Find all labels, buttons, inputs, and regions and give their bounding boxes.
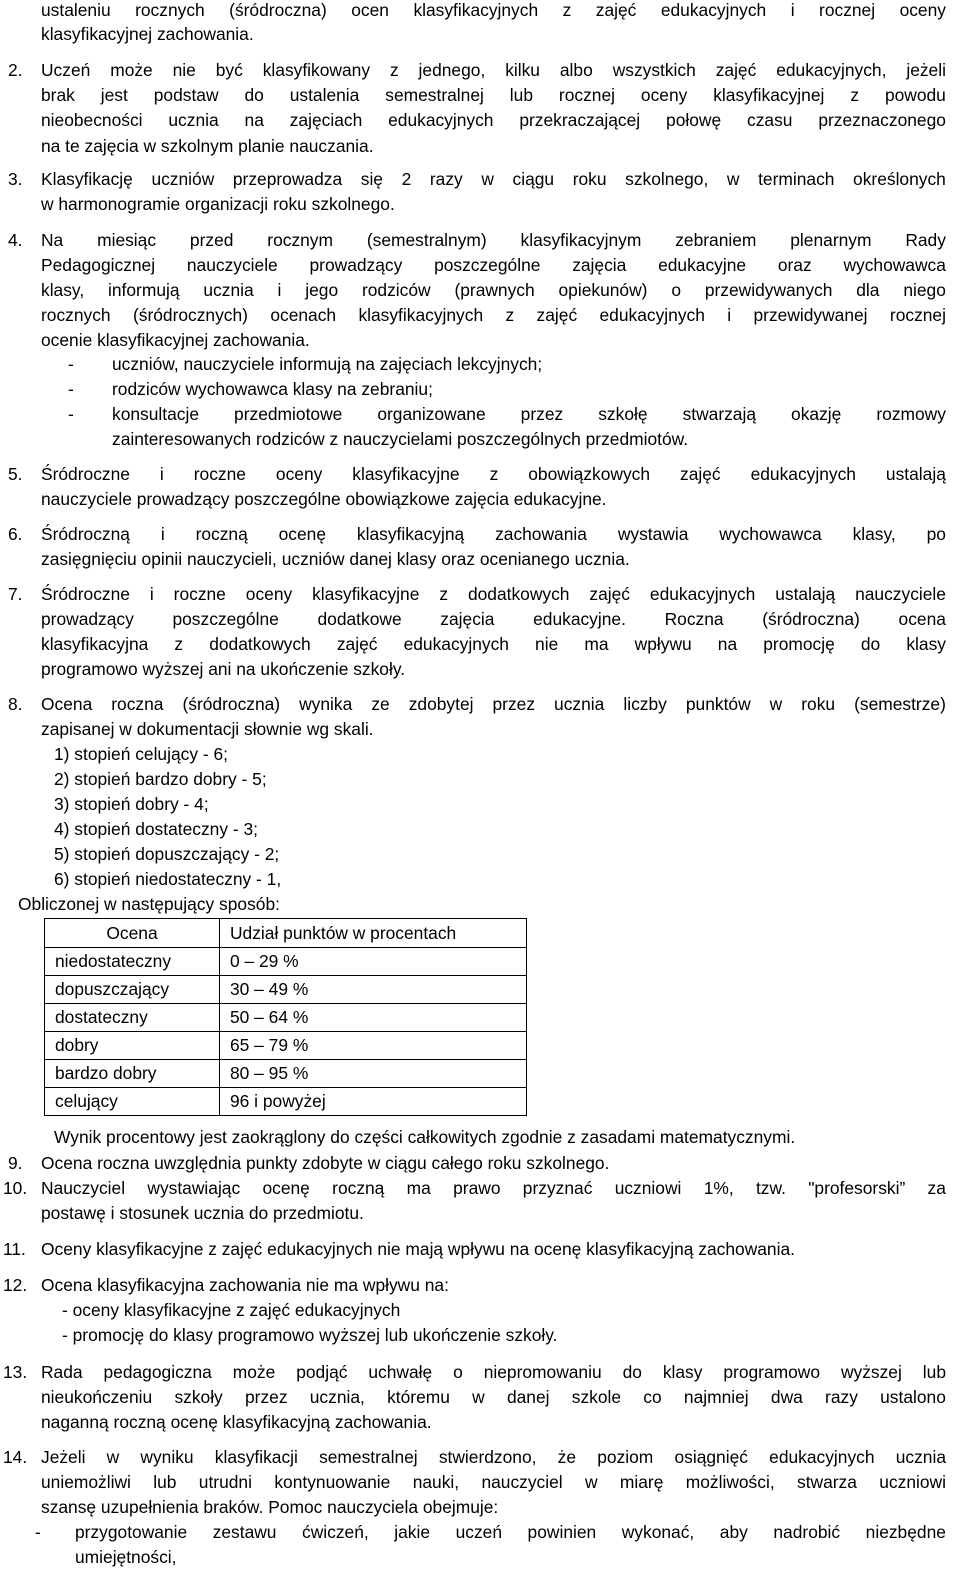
scale-item: 6) stopień niedostateczny - 1, <box>54 869 282 889</box>
text-line: Klasyfikację uczniów przeprowadza się 2 razy w ciągu roku szkolnego, w terminach określonych <box>41 169 946 189</box>
text-line: uniemożliwi lub utrudni kontynuowanie nauki, nauczyciel w miarę możliwości, stwarza uczniowi <box>41 1472 946 1492</box>
table-cell: dostateczny <box>45 1004 220 1032</box>
table-cell: 96 i powyżej <box>220 1088 527 1116</box>
text-line: szansę uzupełnienia braków. Pomoc nauczyciela obejmuje: <box>41 1497 499 1517</box>
text-line: na te zajęcia w szkolnym planie nauczania. <box>41 136 374 156</box>
dash-bullet: - <box>68 404 74 424</box>
text-line: uczniów, nauczyciele informują na zajęciach lekcyjnych; <box>112 354 543 374</box>
text-line: nieukończeniu szkoły przez ucznia, któremu w danej szkole co najmniej dwa razy ustalono <box>41 1387 946 1407</box>
table-cell: niedostateczny <box>45 948 220 976</box>
calc-label: Obliczonej w następujący sposób: <box>18 894 280 914</box>
text-line: ustaleniu rocznych (śródroczna) ocen klasyfikacyjnych z zajęć edukacyjnych i rocznej oceny <box>41 0 946 20</box>
text-line: ocenie klasyfikacyjnej zachowania. <box>41 330 310 350</box>
text-line: naganną roczną ocenę klasyfikacyjną zachowania. <box>41 1412 432 1432</box>
text-line: Rada pedagogiczna może podjąć uchwałę o niepromowaniu do klasy programowo wyższej lub <box>41 1362 946 1382</box>
text-line: Śródroczną i roczną ocenę klasyfikacyjną zachowania wystawia wychowawca klasy, po <box>41 524 946 544</box>
table-cell: bardzo dobry <box>45 1060 220 1088</box>
text-line: zainteresowanych rodziców z nauczycielami poszczególnych przedmiotów. <box>112 429 689 449</box>
table-cell: celujący <box>45 1088 220 1116</box>
text-line: rodziców wychowawca klasy na zebraniu; <box>112 379 433 399</box>
item-number: 10. <box>3 1178 28 1198</box>
text-line: klasyfikacyjnej zachowania. <box>41 24 254 44</box>
list-item: - promocję do klasy programowo wyższej lub ukończenie szkoły. <box>62 1325 558 1345</box>
table-row <box>45 1032 527 1060</box>
text-line: Śródroczne i roczne oceny klasyfikacyjne z obowiązkowych zajęć edukacyjnych ustalają <box>41 464 946 484</box>
text-line: klasy, informują ucznia i jego rodziców (prawnych opiekunów) o przewidywanych dla niego <box>41 280 946 300</box>
table-cell: 65 – 79 % <box>220 1032 527 1060</box>
table-cell: dopuszczający <box>45 976 220 1004</box>
text-line: postawę i stosunek ucznia do przedmiotu. <box>41 1203 364 1223</box>
text-line: umiejętności, <box>75 1547 177 1567</box>
grade-table <box>44 918 527 1116</box>
item-number: 13. <box>3 1362 28 1382</box>
text-line: Ocena roczna (śródroczna) wynika ze zdobytej przez ucznia liczby punktów w roku (semestrze) <box>41 694 946 714</box>
text-line: Ocena roczna uwzględnia punkty zdobyte w ciągu całego roku szkolnego. <box>41 1153 610 1173</box>
text-line: Ocena klasyfikacyjna zachowania nie ma wpływu na: <box>41 1275 449 1295</box>
dash-bullet: - <box>68 379 74 399</box>
item-number: 14. <box>3 1447 28 1467</box>
text-line: Śródroczne i roczne oceny klasyfikacyjne z dodatkowych zajęć edukacyjnych ustalają nauczyciele <box>41 584 946 604</box>
table-header-row <box>45 919 527 948</box>
scale-item: 5) stopień dopuszczający - 2; <box>54 844 280 864</box>
text-line: klasyfikacyjna z dodatkowych zajęć edukacyjnych nie ma wpływu na promocję do klasy <box>41 634 946 654</box>
table-cell: 80 – 95 % <box>220 1060 527 1088</box>
table-cell: 50 – 64 % <box>220 1004 527 1032</box>
text-line: Oceny klasyfikacyjne z zajęć edukacyjnych nie mają wpływu na ocenę klasyfikacyjną zachowania. <box>41 1239 795 1259</box>
list-item: - oceny klasyfikacyjne z zajęć edukacyjnych <box>62 1300 401 1320</box>
item-number: 7. <box>8 584 23 604</box>
text-line: Jeżeli w wyniku klasyfikacji semestralnej stwierdzono, że poziom osiągnięć edukacyjnych ucznia <box>41 1447 946 1467</box>
dash-bullet: - <box>35 1522 41 1542</box>
text-line: Na miesiąc przed rocznym (semestralnym) klasyfikacyjnym zebraniem plenarnym Rady <box>41 230 946 250</box>
text-line: Pedagogicznej nauczyciele prowadzący poszczególne zajęcia edukacyjne oraz wychowawca <box>41 255 946 275</box>
text-line: nieobecności ucznia na zajęciach edukacyjnych przekraczającej połowę czasu przeznaczonego <box>41 110 946 130</box>
scale-item: 1) stopień celujący - 6; <box>54 744 228 764</box>
text-line: Uczeń może nie być klasyfikowany z jednego, kilku albo wszystkich zajęć edukacyjnych, jeżeli <box>41 60 946 80</box>
text-line: nauczyciele prowadzący poszczególne obowiązkowe zajęcia edukacyjne. <box>41 489 607 509</box>
table-row <box>45 948 527 976</box>
table-cell: dobry <box>45 1032 220 1060</box>
text-line: prowadzący poszczególne dodatkowe zajęcia edukacyjne. Roczna (śródroczna) ocena <box>41 609 946 629</box>
table-row <box>45 976 527 1004</box>
item-number: 2. <box>8 60 23 80</box>
table-header-cell: Ocena <box>45 919 220 948</box>
item-number: 8. <box>8 694 23 714</box>
scale-item: 4) stopień dostateczny - 3; <box>54 819 258 839</box>
text-line: programowo wyższej ani na ukończenie szkoły. <box>41 659 406 679</box>
table-header-cell: Udział punktów w procentach <box>220 919 527 948</box>
dash-bullet: - <box>68 354 74 374</box>
table-cell: 30 – 49 % <box>220 976 527 1004</box>
table-row <box>45 1004 527 1032</box>
item-number: 6. <box>8 524 23 544</box>
table-row <box>45 1088 527 1116</box>
item-number: 4. <box>8 230 23 250</box>
table-cell: 0 – 29 % <box>220 948 527 976</box>
scale-item: 2) stopień bardzo dobry - 5; <box>54 769 267 789</box>
item-number: 11. <box>3 1239 26 1259</box>
item-number: 5. <box>8 464 23 484</box>
table-row <box>45 1060 527 1088</box>
text-line: rocznych (śródrocznych) ocenach klasyfikacyjnych z zajęć edukacyjnych i przewidywanej rocznej <box>41 305 946 325</box>
text-line: brak jest podstaw do ustalenia semestralnej lub rocznej oceny klasyfikacyjnej z powodu <box>41 85 946 105</box>
text-line: Nauczyciel wystawiając ocenę roczną ma prawo przyznać uczniowi 1%, tzw. "profesorski” za <box>41 1178 946 1198</box>
item-number: 3. <box>8 169 23 189</box>
text-line: zapisanej w dokumentacji słownie wg skali. <box>41 719 374 739</box>
text-line: konsultacje przedmiotowe organizowane przez szkołę stwarzają okazję rozmowy <box>112 404 946 424</box>
item-number: 9. <box>8 1153 23 1173</box>
text-line: zasięgnięciu opinii nauczycieli, uczniów danej klasy oraz ocenianego ucznia. <box>41 549 630 569</box>
rounding-note: Wynik procentowy jest zaokrąglony do części całkowitych zgodnie z zasadami matematycznymi. <box>54 1127 796 1147</box>
item-number: 12. <box>3 1275 28 1295</box>
text-line: przygotowanie zestawu ćwiczeń, jakie uczeń powinien wykonać, aby nadrobić niezbędne <box>75 1522 946 1542</box>
scale-item: 3) stopień dobry - 4; <box>54 794 209 814</box>
text-line: w harmonogramie organizacji roku szkolnego. <box>41 194 395 214</box>
